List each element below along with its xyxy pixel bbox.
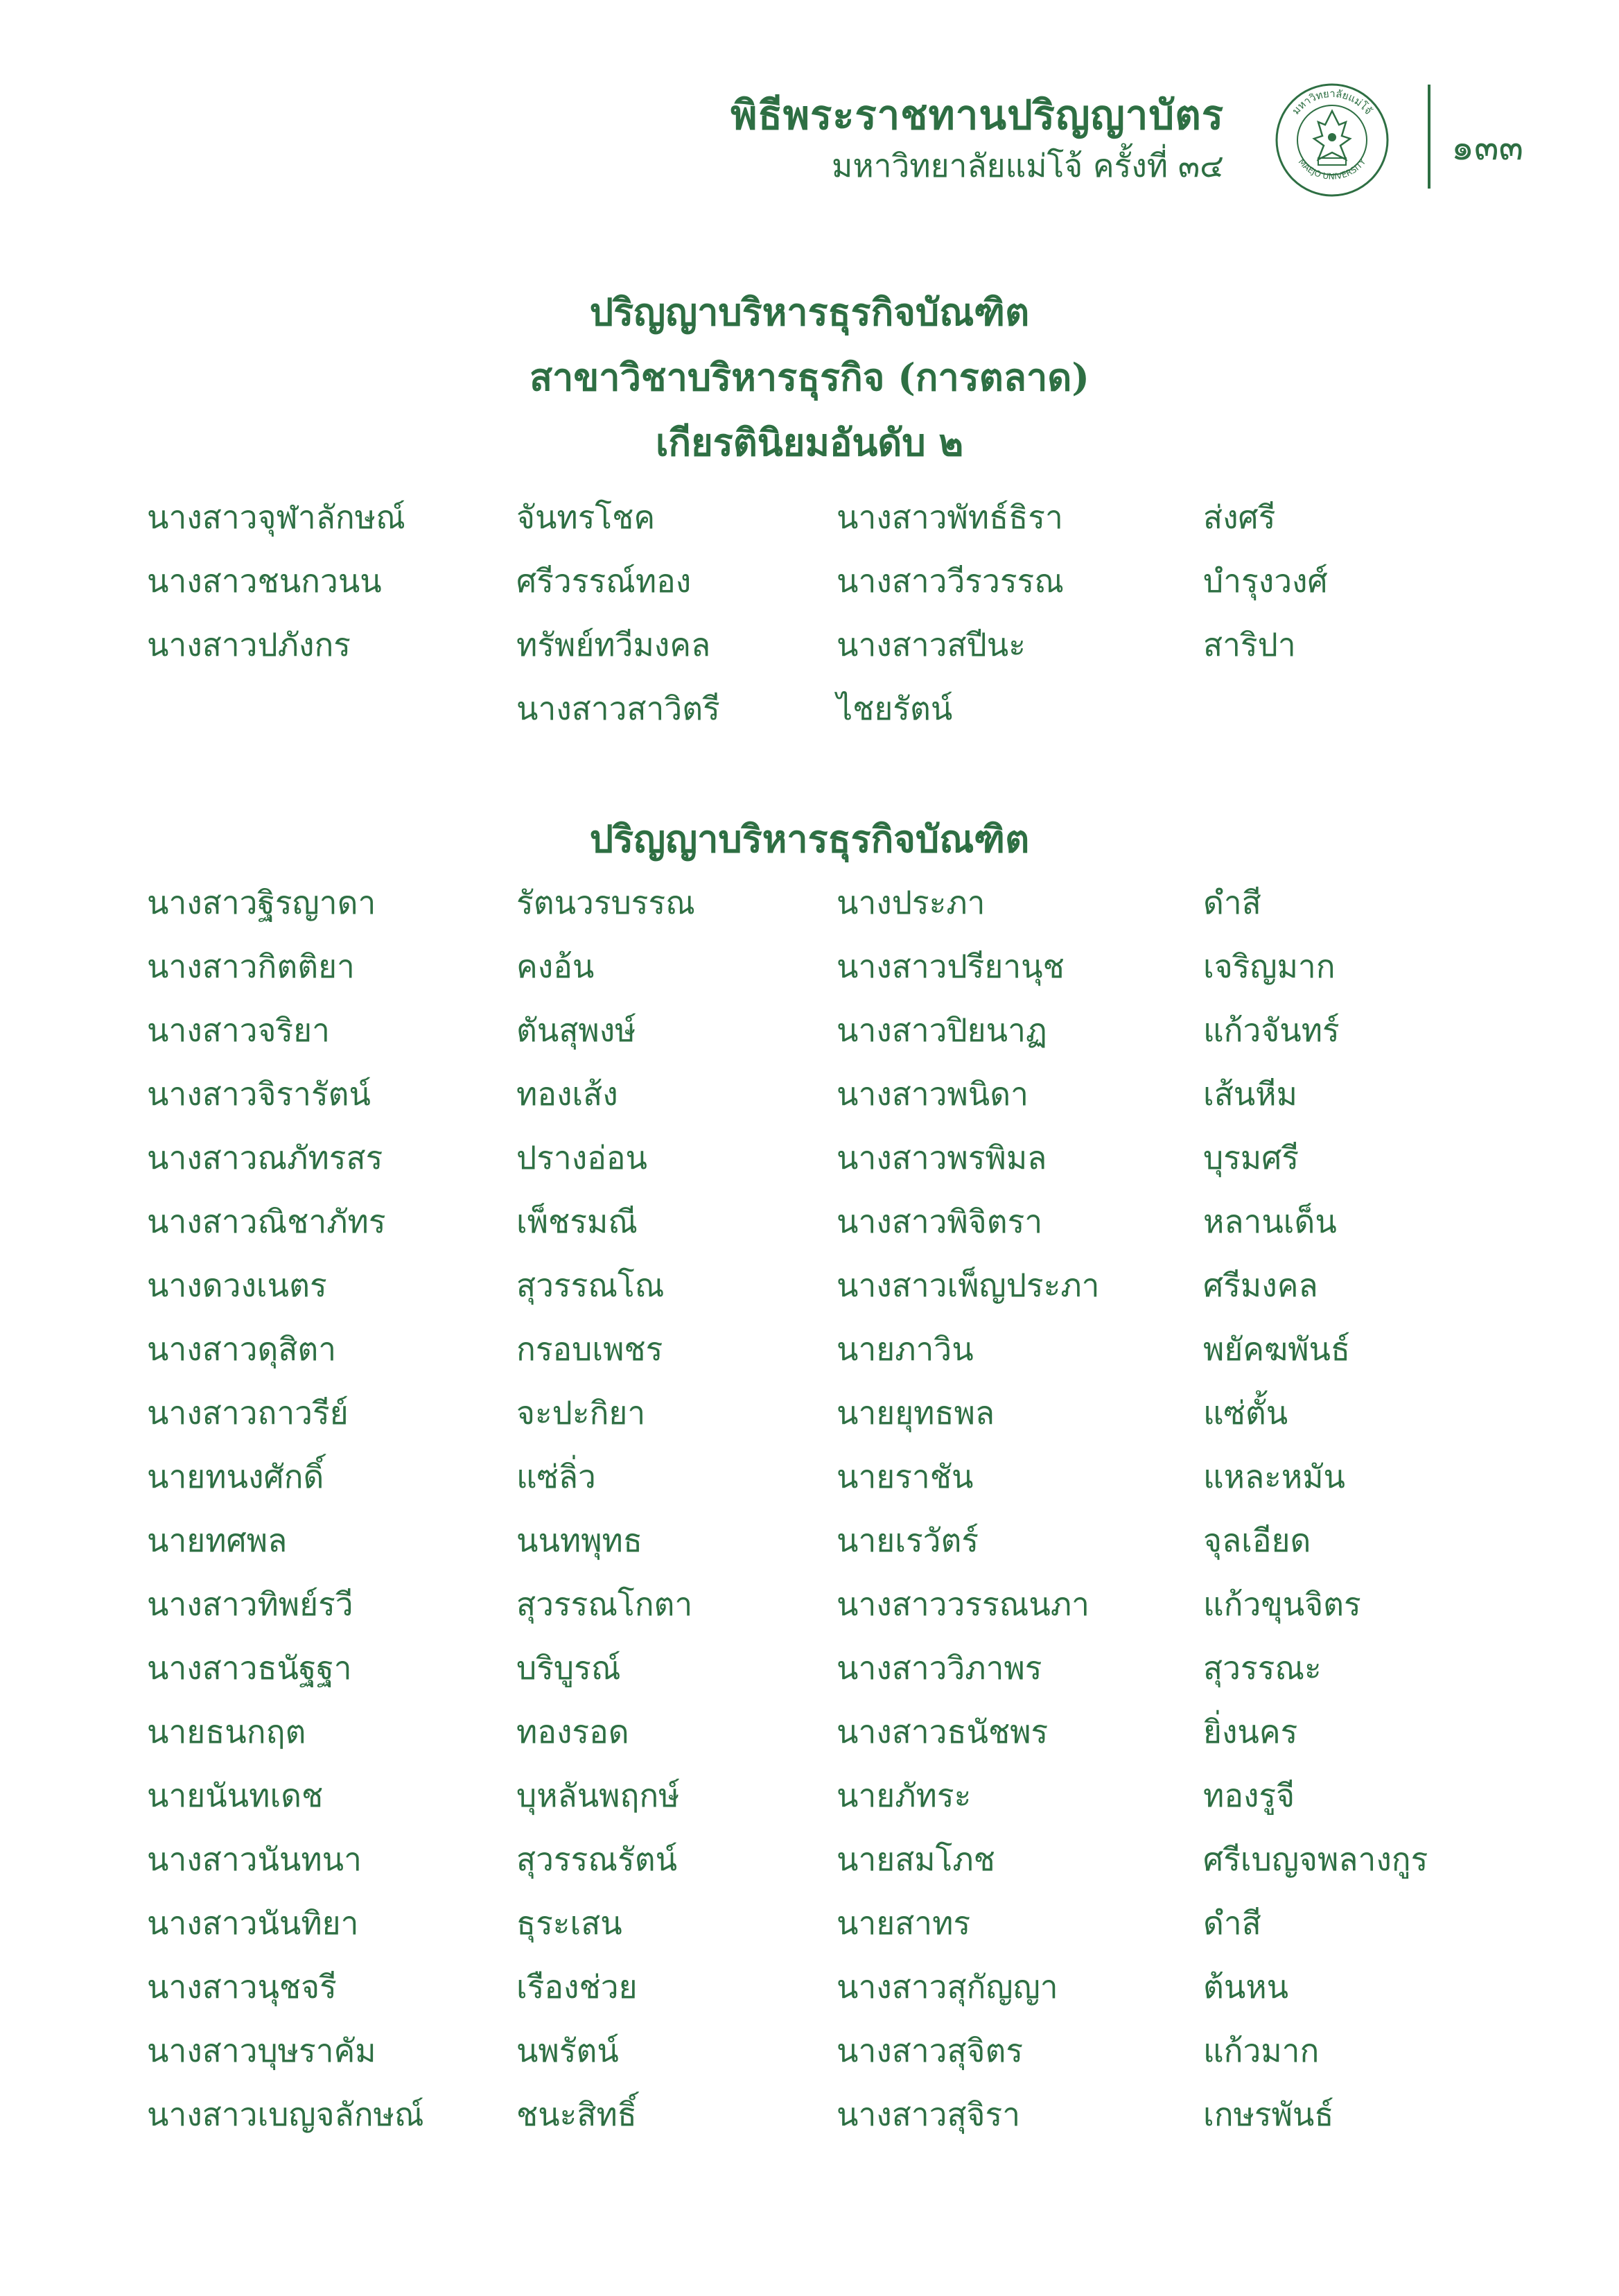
graduate-row — [0, 871, 1619, 934]
graduate-given-name: นางสาวพัทธ์ธิรา — [837, 498, 1063, 536]
graduate-row — [0, 1891, 1619, 1955]
graduate-surname: จันทรโชค — [516, 498, 656, 536]
maejo-university-seal-icon — [1274, 82, 1390, 198]
graduate-surname: ดำสี — [1203, 884, 1261, 921]
graduate-row — [0, 1445, 1619, 1508]
graduate-given-name: นางสาวปรียานุช — [837, 948, 1065, 985]
graduate-surname: จะปะกิยา — [516, 1394, 646, 1432]
graduate-surname: ศรีวรรณ์ทอง — [516, 562, 692, 600]
graduate-surname: สุวรรณโณ — [516, 1267, 665, 1304]
graduate-surname: กรอบเพชร — [516, 1330, 663, 1368]
section-1-major-heading: สาขาวิชาบริหารธุรกิจ (การตลาด) — [530, 355, 1089, 399]
graduate-surname: ชนะสิทธิ์ — [516, 2096, 637, 2133]
graduate-given-name: นางสาวสุกัญญา — [837, 1968, 1058, 2006]
graduate-given-name: นายภาวิน — [837, 1330, 974, 1368]
seal-text-top: มหาวิทยาลัยแม่โจ้ — [1289, 87, 1375, 117]
graduate-row — [0, 2082, 1619, 2146]
graduate-row — [0, 1381, 1619, 1445]
section-1-honors-heading: เกียรตินิยมอันดับ ๒ — [655, 420, 964, 464]
graduate-row — [0, 1636, 1619, 1700]
graduate-given-name: นางสาวจิรารัตน์ — [147, 1075, 371, 1113]
graduate-given-name: นายเรวัตร์ — [837, 1522, 979, 1559]
graduate-row — [0, 1126, 1619, 1190]
graduate-given-name: นางสาวณิชาภัทร — [147, 1203, 386, 1240]
graduate-surname: ทรัพย์ทวีมงคล — [516, 626, 711, 663]
graduate-given-name: นางสาวปภังกร — [147, 626, 351, 663]
graduate-given-name: นายภัทระ — [837, 1777, 972, 1814]
graduate-surname: ตันสุพงษ์ — [516, 1011, 636, 1049]
graduate-surname: ไชยรัตน์ — [837, 690, 953, 727]
graduate-surname: เพ็ชรมณี — [516, 1203, 638, 1240]
graduate-row — [0, 1827, 1619, 1891]
graduate-surname: หลานเด็น — [1203, 1203, 1337, 1240]
graduate-surname: นพรัตน์ — [516, 2032, 619, 2069]
graduate-given-name: นางสาวพนิดา — [837, 1075, 1029, 1113]
graduate-row — [0, 1062, 1619, 1126]
graduate-row — [0, 1253, 1619, 1317]
graduate-surname: แหละหมัน — [1203, 1458, 1345, 1495]
graduate-surname: ปรางอ่อน — [516, 1139, 647, 1176]
page-number: ๑๓๓ — [1451, 127, 1524, 168]
graduate-row — [0, 1190, 1619, 1253]
graduate-surname: นนทพุทธ — [516, 1522, 642, 1559]
graduate-surname: แซ่ตั้น — [1203, 1394, 1288, 1432]
graduate-given-name: นางสาวจริยา — [147, 1011, 330, 1049]
graduate-given-name: นางประภา — [837, 884, 986, 921]
graduate-given-name: นางสาวพรพิมล — [837, 1139, 1047, 1176]
graduate-surname: รัตนวรบรรณ — [516, 884, 695, 921]
graduate-surname: จุลเอียด — [1203, 1522, 1311, 1559]
graduate-surname: ศรีมงคล — [1203, 1267, 1318, 1304]
graduate-surname: สุวรรณโกตา — [516, 1585, 693, 1623]
graduate-given-name: นางสาวสปีนะ — [837, 626, 1026, 663]
graduate-given-name: นางสาวสาวิตรี — [516, 690, 720, 727]
graduate-row — [0, 1955, 1619, 2019]
graduate-row — [0, 1572, 1619, 1636]
graduate-given-name: นางสาวเพ็ญประภา — [837, 1267, 1100, 1304]
graduate-given-name: นางสาวปิยนาฏ — [837, 1011, 1047, 1049]
graduate-given-name: นางสาวจุฬาลักษณ์ — [147, 498, 405, 536]
graduate-surname: ศรีเบญจพลางกูร — [1203, 1841, 1428, 1878]
section-2-degree-heading: ปริญญาบริหารธุรกิจบัณฑิต — [589, 817, 1030, 861]
ceremony-subtitle: มหาวิทยาลัยแม่โจ้ ครั้งที่ ๓๔ — [832, 146, 1224, 184]
graduate-surname: แก้วจันทร์ — [1203, 1011, 1340, 1049]
graduate-given-name: นายสาทร — [837, 1904, 971, 1942]
graduate-surname: พยัคฆพันธ์ — [1203, 1330, 1351, 1368]
graduate-given-name: นายทศพล — [147, 1522, 288, 1559]
graduate-surname: แก้วขุนจิตร — [1203, 1585, 1361, 1623]
graduate-surname: บริบูรณ์ — [516, 1649, 621, 1687]
graduate-given-name: นางสาวสุจิรา — [837, 2096, 1021, 2133]
graduate-given-name: นางสาวนันทิยา — [147, 1904, 359, 1942]
graduate-given-name: นางสาวทิพย์รวี — [147, 1585, 353, 1623]
graduate-given-name: นางสาววรรณนภา — [837, 1585, 1089, 1623]
graduate-given-name: นายยุทธพล — [837, 1394, 995, 1432]
graduate-given-name: นางสาวเบญจลักษณ์ — [147, 2096, 424, 2133]
graduate-surname: สุวรรณะ — [1203, 1649, 1322, 1687]
graduate-given-name: นางสาวดุสิตา — [147, 1330, 337, 1368]
section-1-degree-heading: ปริญญาบริหารธุรกิจบัณฑิต — [589, 290, 1030, 334]
graduate-surname: บำรุงวงศ์ — [1203, 562, 1328, 600]
graduate-surname: เรืองช่วย — [516, 1968, 638, 2006]
graduate-row — [0, 485, 1619, 549]
graduate-surname: บุหลันพฤกษ์ — [516, 1777, 680, 1814]
graduate-surname: ทองรูจี — [1203, 1777, 1295, 1814]
graduate-surname: คงอ้น — [516, 948, 595, 985]
graduate-given-name: นางสาวธนัชพร — [837, 1713, 1049, 1750]
graduate-row — [0, 1317, 1619, 1381]
graduate-row — [0, 1700, 1619, 1764]
graduate-surname: สุวรรณรัตน์ — [516, 1841, 678, 1878]
graduate-given-name: นางสาววีรวรรณ — [837, 562, 1064, 600]
graduate-given-name: นางสาวธนัฐฐา — [147, 1649, 352, 1687]
graduate-surname: แก้วมาก — [1203, 2032, 1320, 2069]
graduate-given-name: นายนันทเดช — [147, 1777, 324, 1814]
graduate-row — [0, 549, 1619, 613]
graduate-surname: ทองเส้ง — [516, 1075, 618, 1113]
graduate-given-name: นางสาวนุชจรี — [147, 1968, 337, 2006]
graduate-surname: ต้นหน — [1203, 1968, 1289, 2006]
graduate-surname: ดำสี — [1203, 1904, 1261, 1942]
graduate-row — [0, 998, 1619, 1062]
graduate-row — [0, 2019, 1619, 2082]
graduate-given-name: นายราชัน — [837, 1458, 974, 1495]
graduate-given-name: นางสาววิภาพร — [837, 1649, 1042, 1687]
graduate-given-name: นายทนงศักดิ์ — [147, 1458, 324, 1495]
graduate-given-name: นางสาวถาวรีย์ — [147, 1394, 349, 1432]
graduate-surname: ทองรอด — [516, 1713, 629, 1750]
graduate-given-name: นางสาวณภัทรสร — [147, 1139, 383, 1176]
graduate-given-name: นางสาวบุษราคัม — [147, 2032, 376, 2069]
graduate-row — [0, 934, 1619, 998]
graduate-given-name: นางดวงเนตร — [147, 1267, 327, 1304]
graduate-surname: แซ่ลิ่ว — [516, 1458, 596, 1495]
graduate-given-name: นางสาวนันทนา — [147, 1841, 362, 1878]
graduate-given-name: นางสาวพิจิตรา — [837, 1203, 1043, 1240]
graduate-surname: เกษรพันธ์ — [1203, 2096, 1334, 2133]
graduate-row — [0, 1508, 1619, 1572]
ceremony-header — [730, 92, 1224, 185]
graduate-surname: ส่งศรี — [1203, 498, 1276, 536]
graduate-given-name: นายสมโภช — [837, 1841, 995, 1878]
ceremony-title: พิธีพระราชทานปริญญาบัตร — [730, 92, 1224, 139]
graduate-surname: สาริปา — [1203, 626, 1296, 663]
graduate-given-name: นายธนกฤต — [147, 1713, 306, 1750]
graduate-given-name: นางสาวสุจิตร — [837, 2032, 1024, 2069]
graduate-given-name: นางสาวชนกวนน — [147, 562, 382, 600]
graduate-given-name: นางสาวฐิรญาดา — [147, 884, 376, 921]
graduate-surname: บุรมศรี — [1203, 1139, 1299, 1176]
graduate-surname: ธุระเสน — [516, 1904, 622, 1942]
header-divider — [1428, 85, 1430, 189]
seal-text-bottom: MAEJO UNIVERSITY — [1296, 157, 1368, 182]
graduate-row — [0, 677, 1619, 740]
graduate-row — [0, 613, 1619, 677]
graduate-surname: ยิ่งนคร — [1203, 1713, 1298, 1750]
graduate-row — [0, 1764, 1619, 1827]
graduate-given-name: นางสาวกิตติยา — [147, 948, 355, 985]
graduate-surname: เส้นหีม — [1203, 1075, 1297, 1113]
graduate-surname: เจริญมาก — [1203, 948, 1336, 985]
